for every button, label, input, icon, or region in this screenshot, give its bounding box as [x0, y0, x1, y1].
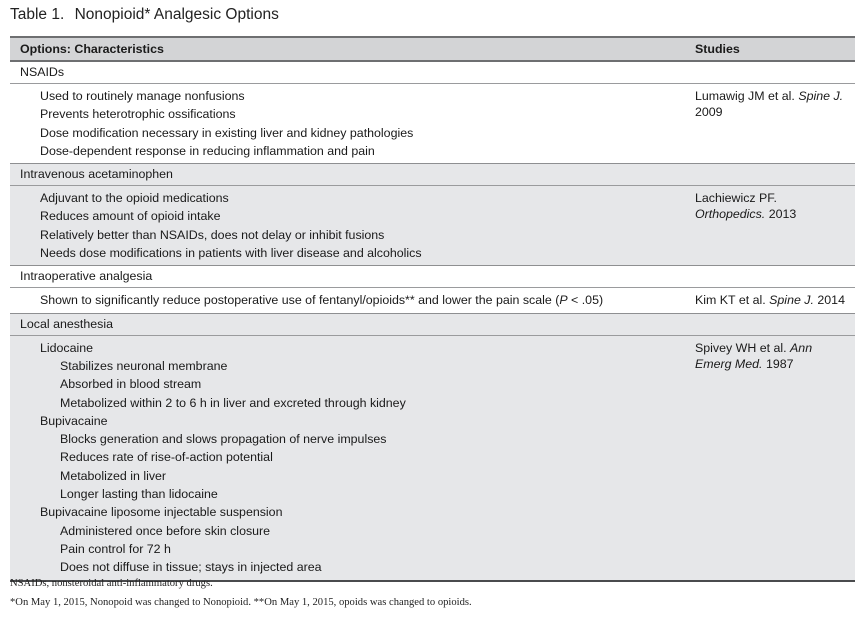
characteristic-item: Bupivacaine — [40, 413, 108, 428]
footnote-corrections: *On May 1, 2015, Nonopoid was changed to Nonopioid. **On May 1, 2015, opoids was changed to opioids. — [10, 597, 472, 608]
section-body-row — [10, 84, 855, 164]
characteristic-subitem: Stabilizes neuronal membrane — [60, 358, 228, 373]
section-name: Local anesthesia — [10, 313, 685, 335]
study-year: 2009 — [695, 105, 723, 119]
analgesic-options-table — [10, 36, 855, 582]
section-name: Intravenous acetaminophen — [10, 164, 685, 186]
characteristics-cell — [10, 288, 685, 313]
characteristic-item: Adjuvant to the opioid medications — [40, 191, 229, 206]
footnote-abbreviations: NSAIDs, nonsteroidal anti-inflammatory drugs. — [10, 578, 213, 589]
characteristic-subitem: Administered once before skin closure — [60, 523, 271, 538]
item-text-before: Shown to significantly reduce postoperative use of fentanyl/opioids** and lower the pain scale ( — [40, 293, 560, 308]
section-empty-cell — [685, 61, 855, 84]
section-header-row — [10, 164, 855, 186]
section-header-row — [10, 61, 855, 84]
study-authors: Lachiewicz PF. — [695, 191, 777, 206]
study-authors: Spivey WH et al. — [695, 340, 787, 355]
section-empty-cell — [685, 164, 855, 186]
section-body-row — [10, 186, 855, 266]
section-header-row — [10, 266, 855, 288]
study-citation — [695, 189, 845, 222]
characteristic-item: Used to routinely manage nonfusions — [40, 89, 245, 103]
characteristic-subitem: Metabolized within 2 to 6 h in liver and excreted through kidney — [60, 395, 406, 410]
item-text-after: < .05) — [567, 293, 604, 308]
characteristics-cell — [10, 335, 685, 580]
table-body — [10, 61, 855, 581]
characteristics-list — [20, 339, 675, 577]
characteristic-item: Dose-dependent response in reducing inflammation and pain — [40, 143, 375, 158]
characteristics-list — [20, 189, 675, 262]
characteristic-subitem: Does not diffuse in tissue; stays in injected area — [60, 560, 322, 575]
study-citation — [695, 339, 845, 372]
characteristics-list — [20, 87, 675, 160]
study-year: 1987 — [765, 356, 794, 371]
section-body-row — [10, 288, 855, 313]
characteristic-subitem: Blocks generation and slows propagation of nerve impulses — [60, 432, 387, 447]
table-title — [10, 6, 279, 24]
study-year: 2013 — [768, 207, 797, 222]
characteristics-cell — [10, 186, 685, 266]
characteristic-item: Reduces amount of opioid intake — [40, 209, 221, 224]
characteristic-item: Needs dose modifications in patients with liver disease and alcoholics — [40, 246, 422, 261]
section-empty-cell — [685, 266, 855, 288]
section-name: NSAIDs — [10, 61, 685, 84]
study-journal: Orthopedics. — [695, 207, 766, 222]
p-value-symbol: P — [559, 293, 568, 308]
characteristic-item: Relatively better than NSAIDs, does not delay or inhibit fusions — [40, 227, 385, 242]
study-year: 2014 — [817, 293, 845, 308]
study-citation — [695, 291, 845, 308]
section-header-row — [10, 313, 855, 335]
study-cell — [685, 186, 855, 266]
header-studies: Studies — [685, 37, 855, 61]
study-journal: Spine J. — [769, 293, 814, 308]
study-cell — [685, 84, 855, 164]
study-journal: Spine J. — [798, 89, 844, 103]
characteristic-subitem: Metabolized in liver — [60, 468, 167, 483]
study-authors: Kim KT et al. — [695, 293, 766, 308]
section-empty-cell — [685, 313, 855, 335]
section-name: Intraoperative analgesia — [10, 266, 685, 288]
table-number: Table 1. — [10, 6, 65, 23]
study-authors: Lumawig JM et al. — [695, 89, 795, 103]
study-cell — [685, 335, 855, 580]
characteristic-item: Bupivacaine liposome injectable suspension — [40, 505, 283, 520]
study-cell — [685, 288, 855, 313]
characteristics-list — [20, 291, 675, 309]
study-journal: Ann Emerg Med. — [695, 340, 813, 371]
characteristic-item — [20, 291, 675, 309]
characteristic-item: Lidocaine — [40, 340, 94, 355]
header-characteristics: Options: Characteristics — [10, 37, 685, 61]
characteristic-item: Prevents heterotrophic ossifications — [40, 107, 236, 122]
characteristic-subitem: Longer lasting than lidocaine — [60, 487, 218, 502]
characteristics-cell — [10, 84, 685, 164]
characteristic-subitem: Absorbed in blood stream — [60, 377, 202, 392]
characteristic-subitem: Reduces rate of rise-of-action potential — [60, 450, 273, 465]
characteristic-subitem: Pain control for 72 h — [60, 541, 171, 556]
section-body-row — [10, 335, 855, 580]
study-citation — [695, 87, 845, 120]
table-title-text: Nonopioid* Analgesic Options — [74, 6, 279, 23]
characteristic-item: Dose modification necessary in existing liver and kidney pathologies — [40, 125, 414, 140]
table-header-row — [10, 37, 855, 61]
